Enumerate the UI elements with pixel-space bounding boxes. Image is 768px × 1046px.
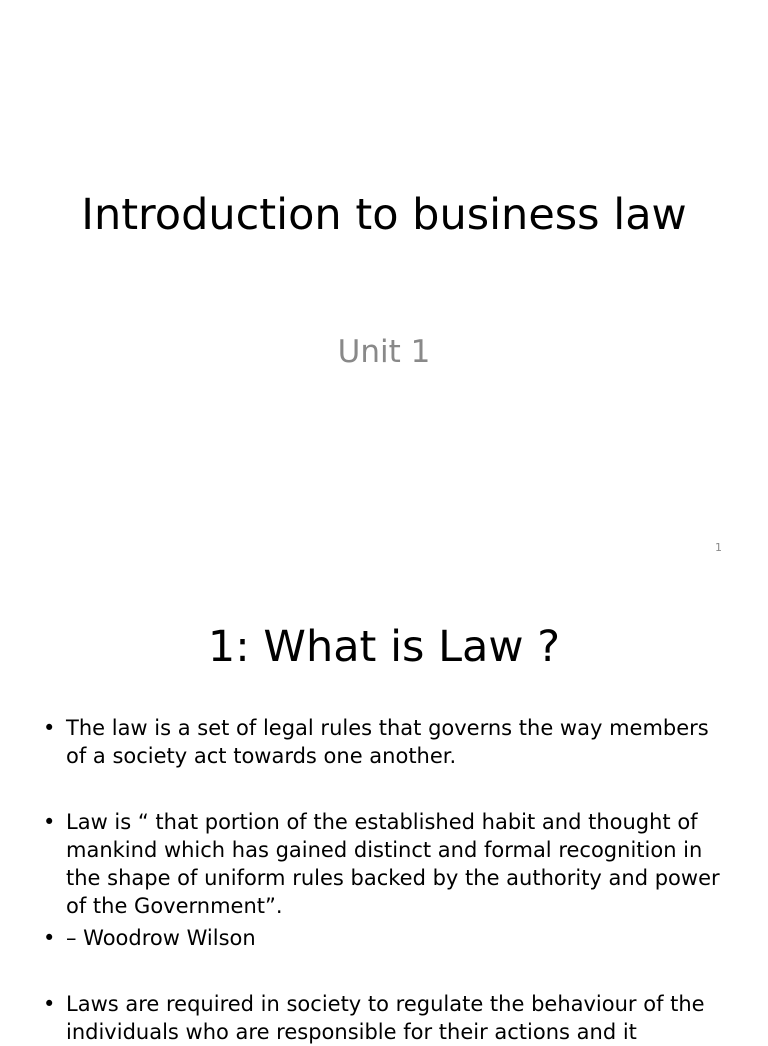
slide-title: 1: What is Law ? bbox=[207, 622, 561, 672]
bullet-text: – Woodrow Wilson bbox=[66, 926, 256, 950]
bullet-list bbox=[0, 714, 768, 1046]
slide-subtitle: Unit 1 bbox=[337, 334, 431, 370]
bullet-item bbox=[0, 990, 768, 1046]
bullet-text: Laws are required in society to regulate the behaviour of the individuals who are responsible for their actions and it bbox=[66, 992, 705, 1044]
slide-2 bbox=[0, 576, 768, 1044]
bullet-marker: • bbox=[43, 992, 56, 1016]
bullet-item bbox=[0, 714, 768, 770]
bullet-marker: • bbox=[43, 926, 56, 950]
bullet-item bbox=[0, 808, 768, 920]
bullet-item bbox=[0, 924, 768, 952]
bullet-marker: • bbox=[43, 716, 56, 740]
bullet-text: Law is “ that portion of the established habit and thought of mankind which has gained distinct and formal recognition in the shape of uniform rules backed by the authority and power of the Government”. bbox=[66, 810, 720, 918]
slide-number: 1 bbox=[715, 541, 722, 554]
bullet-marker: • bbox=[43, 810, 56, 834]
bullet-text: The law is a set of legal rules that governs the way members of a society act towards one another. bbox=[66, 716, 709, 768]
slide-title: Introduction to business law bbox=[81, 190, 687, 240]
